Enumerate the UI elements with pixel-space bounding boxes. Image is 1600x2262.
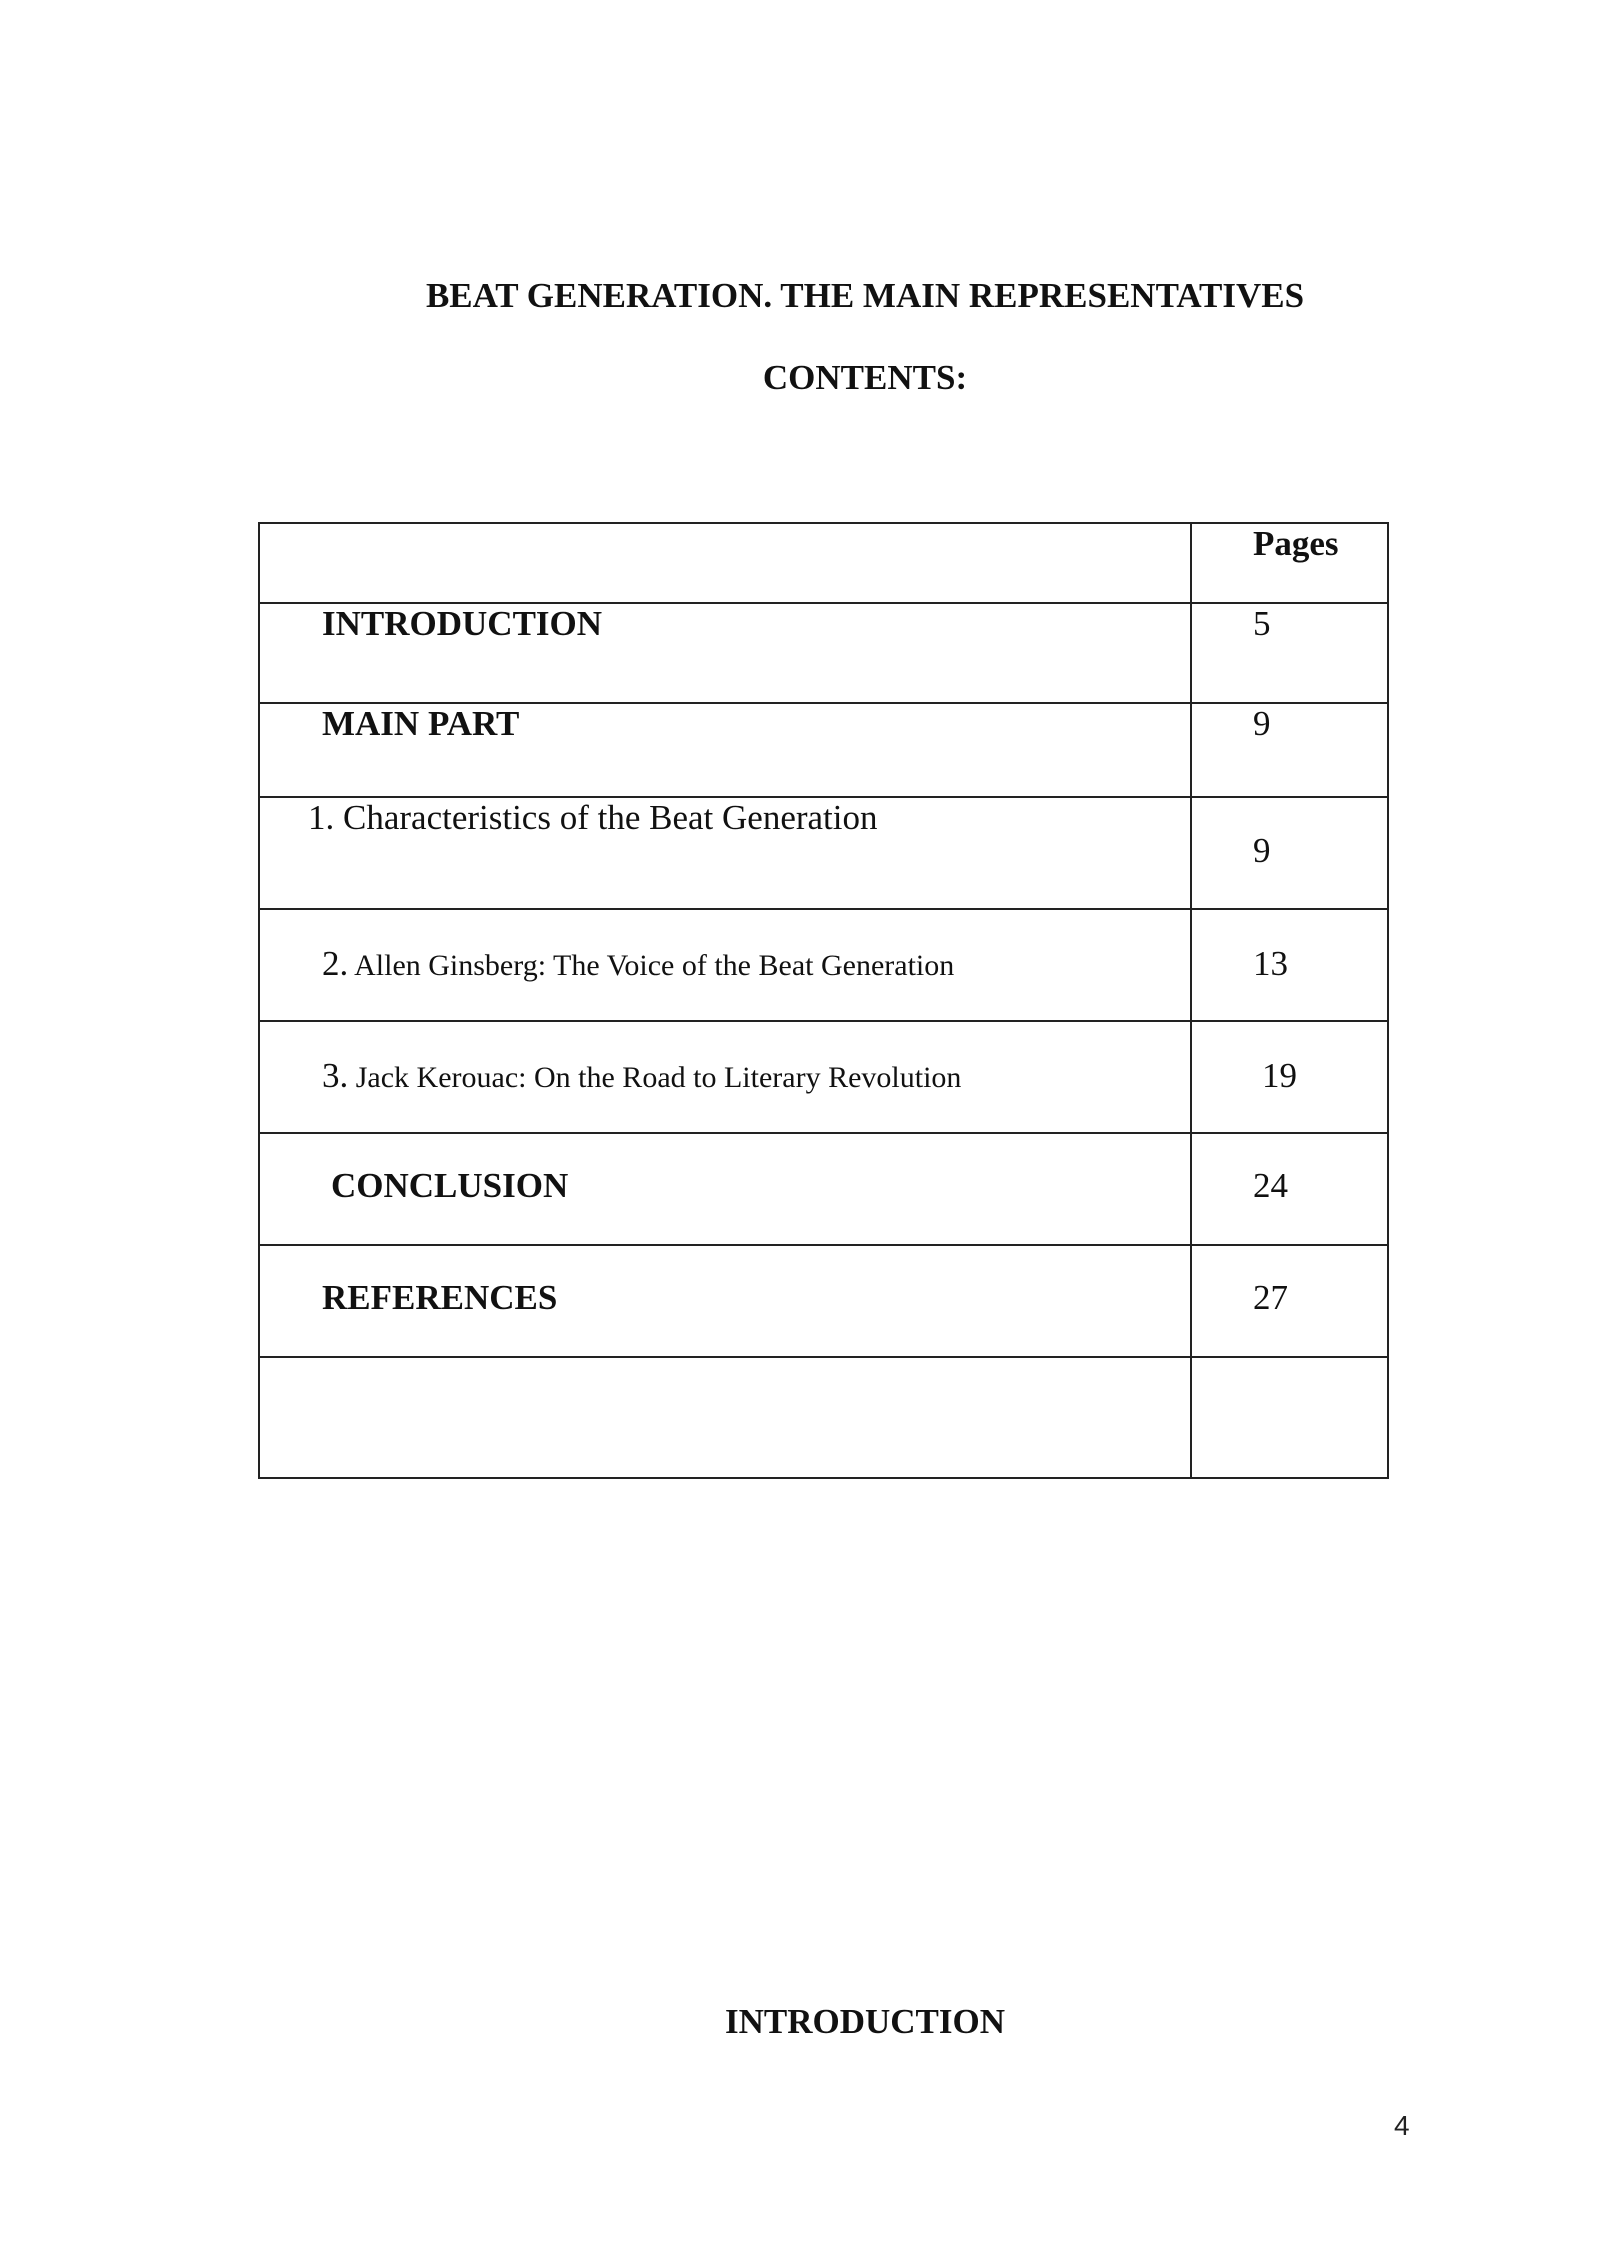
toc-page-cell [1191, 703, 1388, 797]
table-of-contents [258, 522, 1389, 1479]
toc-entry-ginsberg-title: Allen Ginsberg: The Voice of the Beat Generation [354, 949, 955, 982]
toc-title-cell [259, 1021, 1191, 1133]
toc-title-cell [259, 603, 1191, 703]
toc-row-main-part [259, 703, 1388, 797]
toc-page-references: 27 [1253, 1278, 1288, 1317]
toc-page-characteristics: 9 [1253, 831, 1271, 870]
toc-entry-introduction: INTRODUCTION [322, 604, 603, 643]
toc-entry-ginsberg-number: 2. [322, 944, 349, 983]
toc-page-cell [1191, 1245, 1388, 1357]
document-title: BEAT GENERATION. THE MAIN REPRESENTATIVES [425, 276, 1305, 315]
toc-row-references [259, 1245, 1388, 1357]
pages-header: Pages [1253, 524, 1339, 563]
toc-pages-header-cell [1191, 523, 1388, 603]
toc-entry-conclusion: CONCLUSION [331, 1166, 569, 1205]
toc-row-introduction [259, 603, 1388, 703]
toc-page-cell [1191, 797, 1388, 909]
toc-entry-kerouac-number: 3. [322, 1056, 349, 1095]
toc-entry-references: REFERENCES [322, 1278, 558, 1317]
toc-page-cell [1191, 909, 1388, 1021]
toc-entry-kerouac [322, 1056, 961, 1096]
toc-empty-cell [259, 1357, 1191, 1478]
page-number: 4 [1394, 2110, 1410, 2141]
toc-header-row [259, 523, 1388, 603]
toc-title-cell [259, 1133, 1191, 1245]
toc-page-cell [1191, 1021, 1388, 1133]
contents-heading: CONTENTS: [762, 358, 968, 397]
toc-entry-ginsberg [322, 944, 954, 984]
toc-entry-main-part: MAIN PART [322, 704, 520, 743]
toc-row-ginsberg [259, 909, 1388, 1021]
toc-empty-cell [1191, 1357, 1388, 1478]
introduction-heading: INTRODUCTION [724, 2002, 1006, 2041]
toc-row-empty [259, 1357, 1388, 1478]
toc-title-cell [259, 797, 1191, 909]
toc-page-cell [1191, 603, 1388, 703]
toc-page-main-part: 9 [1253, 704, 1271, 743]
toc-title-cell [259, 1245, 1191, 1357]
toc-title-cell [259, 703, 1191, 797]
toc-title-cell [259, 909, 1191, 1021]
toc-page-cell [1191, 1133, 1388, 1245]
toc-page-introduction: 5 [1253, 604, 1271, 643]
toc-page-kerouac: 19 [1262, 1056, 1297, 1095]
toc-header-blank-cell [259, 523, 1191, 603]
toc-page-ginsberg: 13 [1253, 944, 1288, 983]
toc-row-kerouac [259, 1021, 1388, 1133]
toc-page-conclusion: 24 [1253, 1166, 1288, 1205]
toc-row-characteristics [259, 797, 1388, 909]
toc-entry-characteristics: 1. Characteristics of the Beat Generation [308, 798, 878, 837]
toc-entry-kerouac-title: Jack Kerouac: On the Road to Literary Revolution [355, 1061, 962, 1094]
toc-row-conclusion [259, 1133, 1388, 1245]
